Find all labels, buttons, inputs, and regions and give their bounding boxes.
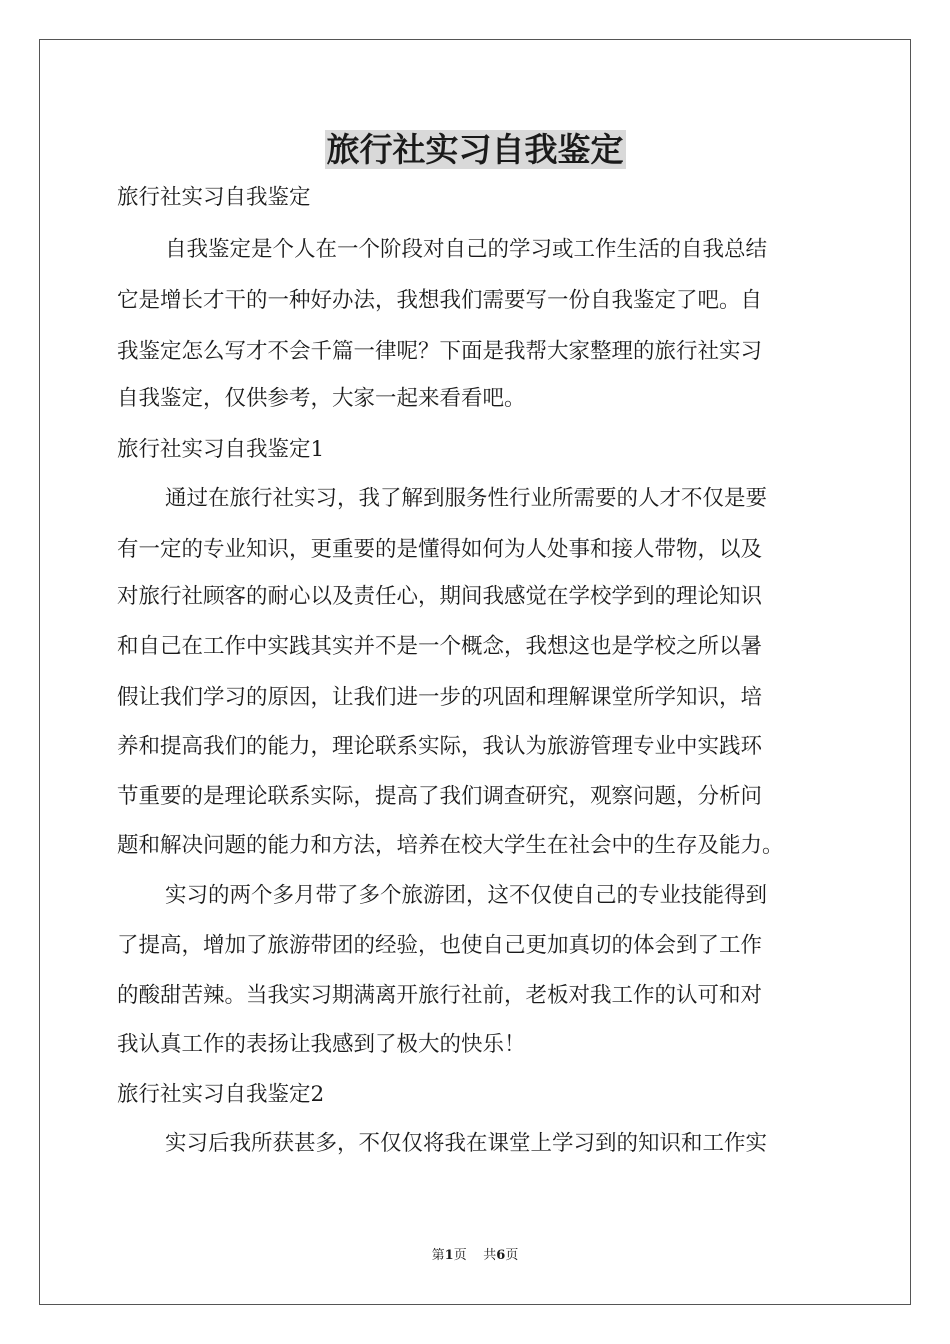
paragraph-line: 题和解决问题的能力和方法，培养在校大学生在社会中的生存及能力。	[117, 833, 784, 858]
section-heading: 旅行社实习自我鉴定2	[117, 1082, 325, 1107]
paragraph-line: 实习后我所获甚多，不仅仅将我在课堂上学习到的知识和工作实	[165, 1131, 768, 1156]
paragraph-line: 它是增长才干的一种好办法，我想我们需要写一份自我鉴定了吧。自	[117, 288, 763, 313]
paragraph-line: 节重要的是理论联系实际，提高了我们调查研究，观察问题，分析问	[117, 784, 763, 809]
document-title: 旅行社实习自我鉴定	[326, 130, 624, 169]
paragraph-line: 养和提高我们的能力，理论联系实际，我认为旅游管理专业中实践环	[117, 734, 763, 759]
paragraph-line: 假让我们学习的原因，让我们进一步的巩固和理解课堂所学知识，培	[117, 685, 763, 710]
section-heading: 旅行社实习自我鉴定	[117, 185, 311, 210]
paragraph-line: 有一定的专业知识，更重要的是懂得如何为人处事和接人带物，以及	[117, 537, 763, 562]
paragraph-line: 我认真工作的表扬让我感到了极大的快乐！	[117, 1032, 526, 1057]
paragraph-line: 自我鉴定是个人在一个阶段对自己的学习或工作生活的自我总结	[165, 237, 768, 262]
footer-total-suffix: 页	[505, 1248, 519, 1263]
footer-total-prefix: 共	[483, 1248, 497, 1263]
paragraph-line: 的酸甜苦辣。当我实习期满离开旅行社前，老板对我工作的认可和对	[117, 983, 763, 1008]
page-footer	[0, 1247, 950, 1265]
paragraph-line: 实习的两个多月带了多个旅游团，这不仅使自己的专业技能得到	[165, 883, 768, 908]
footer-total-number: 6	[496, 1248, 506, 1263]
paragraph-line: 对旅行社顾客的耐心以及责任心，期间我感觉在学校学到的理论知识	[117, 584, 763, 609]
paragraph-line: 自我鉴定，仅供参考，大家一起来看看吧。	[117, 386, 526, 411]
section-heading: 旅行社实习自我鉴定1	[117, 437, 325, 462]
page-border	[39, 39, 911, 1305]
paragraph-line: 和自己在工作中实践其实并不是一个概念，我想这也是学校之所以暑	[117, 634, 763, 659]
footer-page-number: 1	[444, 1248, 454, 1263]
footer-page-suffix: 页	[453, 1248, 467, 1263]
paragraph-line: 我鉴定怎么写才不会千篇一律呢？下面是我帮大家整理的旅行社实习	[117, 339, 763, 364]
paragraph-line: 通过在旅行社实习，我了解到服务性行业所需要的人才不仅是要	[165, 486, 768, 511]
footer-page-prefix: 第	[431, 1248, 445, 1263]
paragraph-line: 了提高，增加了旅游带团的经验，也使自己更加真切的体会到了工作	[117, 933, 763, 958]
